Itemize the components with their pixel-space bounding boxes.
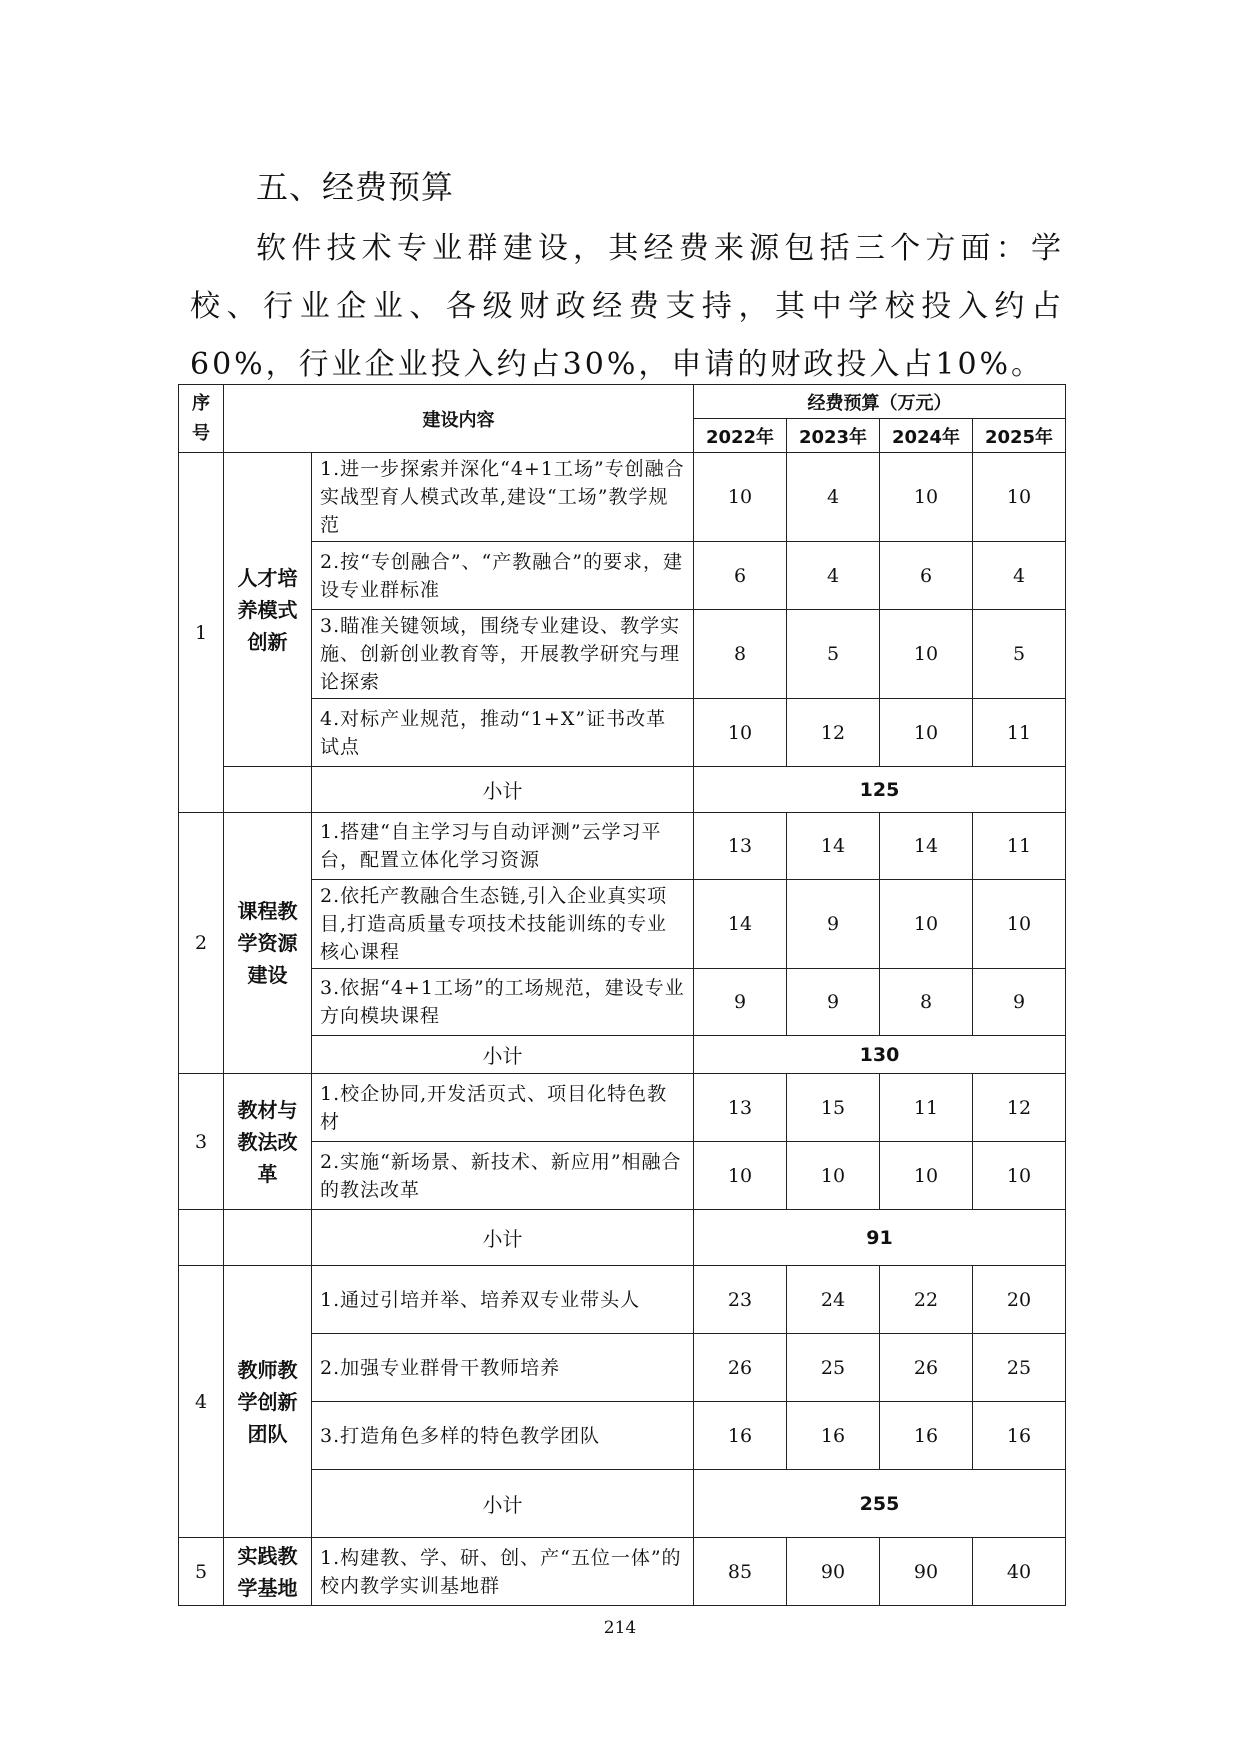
value-cell: 9 xyxy=(787,969,880,1036)
item-text: 2.按“专创融合”、“产教融合”的要求，建设专业群标准 xyxy=(312,542,694,610)
table-row xyxy=(179,1538,1066,1606)
header-no: 序号 xyxy=(179,385,224,453)
item-text: 1.校企协同,开发活页式、项目化特色教材 xyxy=(312,1074,694,1142)
value-cell: 11 xyxy=(880,1074,973,1142)
value-cell: 4 xyxy=(787,542,880,610)
value-cell: 11 xyxy=(973,699,1066,767)
table-row xyxy=(179,1074,1066,1142)
value-cell: 8 xyxy=(880,969,973,1036)
table-row xyxy=(179,969,1066,1036)
category-name: 实践教学基地 xyxy=(224,1538,312,1606)
value-cell: 90 xyxy=(880,1538,973,1606)
item-text: 1.通过引培并举、培养双专业带头人 xyxy=(312,1266,694,1334)
value-cell: 16 xyxy=(787,1402,880,1470)
table-row xyxy=(179,453,1066,542)
category-name: 教材与教法改革 xyxy=(224,1074,312,1210)
subtotal-value: 125 xyxy=(694,767,1066,813)
value-cell: 6 xyxy=(694,542,787,610)
value-cell: 10 xyxy=(694,1142,787,1210)
header-content: 建设内容 xyxy=(224,385,694,453)
value-cell: 4 xyxy=(973,542,1066,610)
table-row xyxy=(179,610,1066,699)
value-cell: 90 xyxy=(787,1538,880,1606)
subtotal-value: 130 xyxy=(694,1036,1066,1074)
value-cell: 9 xyxy=(694,969,787,1036)
table-row xyxy=(179,813,1066,880)
subtotal-label: 小计 xyxy=(312,1470,694,1538)
subtotal-label: 小计 xyxy=(312,1036,694,1074)
value-cell: 22 xyxy=(880,1266,973,1334)
value-cell: 10 xyxy=(880,880,973,969)
value-cell: 25 xyxy=(973,1334,1066,1402)
value-cell: 10 xyxy=(787,1142,880,1210)
item-text: 3.打造角色多样的特色教学团队 xyxy=(312,1402,694,1470)
subtotal-value: 91 xyxy=(694,1210,1066,1266)
item-text: 1.进一步探索并深化“4+1工场”专创融合实战型育人模式改革,建设“工场”教学规范 xyxy=(312,453,694,542)
header-year: 2022年 xyxy=(694,419,787,453)
value-cell: 10 xyxy=(973,880,1066,969)
value-cell: 9 xyxy=(973,969,1066,1036)
value-cell: 12 xyxy=(787,699,880,767)
table-row xyxy=(179,542,1066,610)
value-cell: 8 xyxy=(694,610,787,699)
header-budget: 经费预算（万元） xyxy=(694,385,1066,419)
value-cell: 10 xyxy=(880,1142,973,1210)
item-text: 1.搭建“自主学习与自动评测”云学习平台，配置立体化学习资源 xyxy=(312,813,694,880)
value-cell: 14 xyxy=(787,813,880,880)
value-cell: 85 xyxy=(694,1538,787,1606)
subtotal-value: 255 xyxy=(694,1470,1066,1538)
table-row xyxy=(179,1402,1066,1470)
value-cell: 10 xyxy=(694,699,787,767)
row-number: 5 xyxy=(179,1538,224,1606)
value-cell: 13 xyxy=(694,813,787,880)
value-cell: 10 xyxy=(973,1142,1066,1210)
value-cell: 10 xyxy=(694,453,787,542)
category-name: 教师教学创新团队 xyxy=(224,1266,312,1538)
header-year: 2023年 xyxy=(787,419,880,453)
value-cell: 16 xyxy=(694,1402,787,1470)
item-text: 4.对标产业规范，推动“1+X”证书改革试点 xyxy=(312,699,694,767)
value-cell: 23 xyxy=(694,1266,787,1334)
empty-cell xyxy=(179,1210,224,1266)
subtotal-row xyxy=(179,1470,1066,1538)
subtotal-label: 小计 xyxy=(312,1210,694,1266)
value-cell: 13 xyxy=(694,1074,787,1142)
value-cell: 6 xyxy=(880,542,973,610)
value-cell: 26 xyxy=(694,1334,787,1402)
table-row xyxy=(179,880,1066,969)
value-cell: 11 xyxy=(973,813,1066,880)
subtotal-row xyxy=(179,1210,1066,1266)
subtotal-label: 小计 xyxy=(312,767,694,813)
value-cell: 40 xyxy=(973,1538,1066,1606)
value-cell: 4 xyxy=(787,453,880,542)
subtotal-row xyxy=(179,1036,1066,1074)
intro-paragraph: 软件技术专业群建设，其经费来源包括三个方面：学校、行业企业、各级财政经费支持，其中学校投入约占60%，行业企业投入约占30%，申请的财政投入占10%。 xyxy=(190,231,1064,382)
item-text: 2.依托产教融合生态链,引入企业真实项目,打造高质量专项技术技能训练的专业核心课程 xyxy=(312,880,694,969)
value-cell: 10 xyxy=(880,699,973,767)
budget-table xyxy=(178,384,1066,1606)
header-year: 2024年 xyxy=(880,419,973,453)
item-text: 3.依据“4+1工场”的工场规范，建设专业方向模块课程 xyxy=(312,969,694,1036)
item-text: 3.瞄准关键领域，围绕专业建设、教学实施、创新创业教育等，开展教学研究与理论探索 xyxy=(312,610,694,699)
value-cell: 26 xyxy=(880,1334,973,1402)
value-cell: 10 xyxy=(973,453,1066,542)
value-cell: 12 xyxy=(973,1074,1066,1142)
item-text: 2.加强专业群骨干教师培养 xyxy=(312,1334,694,1402)
value-cell: 16 xyxy=(880,1402,973,1470)
table-row xyxy=(179,1142,1066,1210)
item-text: 1.构建教、学、研、创、产“五位一体”的校内教学实训基地群 xyxy=(312,1538,694,1606)
row-number: 1 xyxy=(179,453,224,813)
row-number: 3 xyxy=(179,1074,224,1210)
row-number: 4 xyxy=(179,1266,224,1538)
value-cell: 10 xyxy=(880,453,973,542)
value-cell: 5 xyxy=(973,610,1066,699)
subtotal-row xyxy=(179,767,1066,813)
value-cell: 25 xyxy=(787,1334,880,1402)
value-cell: 24 xyxy=(787,1266,880,1334)
value-cell: 9 xyxy=(787,880,880,969)
row-number: 2 xyxy=(179,813,224,1074)
value-cell: 20 xyxy=(973,1266,1066,1334)
empty-cell xyxy=(224,767,312,813)
item-text: 2.实施“新场景、新技术、新应用”相融合的教法改革 xyxy=(312,1142,694,1210)
page-number: 214 xyxy=(603,1618,637,1638)
value-cell: 14 xyxy=(880,813,973,880)
value-cell: 15 xyxy=(787,1074,880,1142)
table-row xyxy=(179,699,1066,767)
category-name: 人才培养模式创新 xyxy=(224,453,312,767)
header-year: 2025年 xyxy=(973,419,1066,453)
table-row xyxy=(179,1266,1066,1334)
empty-cell xyxy=(224,1210,312,1266)
value-cell: 14 xyxy=(694,880,787,969)
table-row xyxy=(179,1334,1066,1402)
value-cell: 5 xyxy=(787,610,880,699)
category-name: 课程教学资源建设 xyxy=(224,813,312,1074)
section-title: 五、经费预算 xyxy=(256,168,455,206)
value-cell: 10 xyxy=(880,610,973,699)
value-cell: 16 xyxy=(973,1402,1066,1470)
